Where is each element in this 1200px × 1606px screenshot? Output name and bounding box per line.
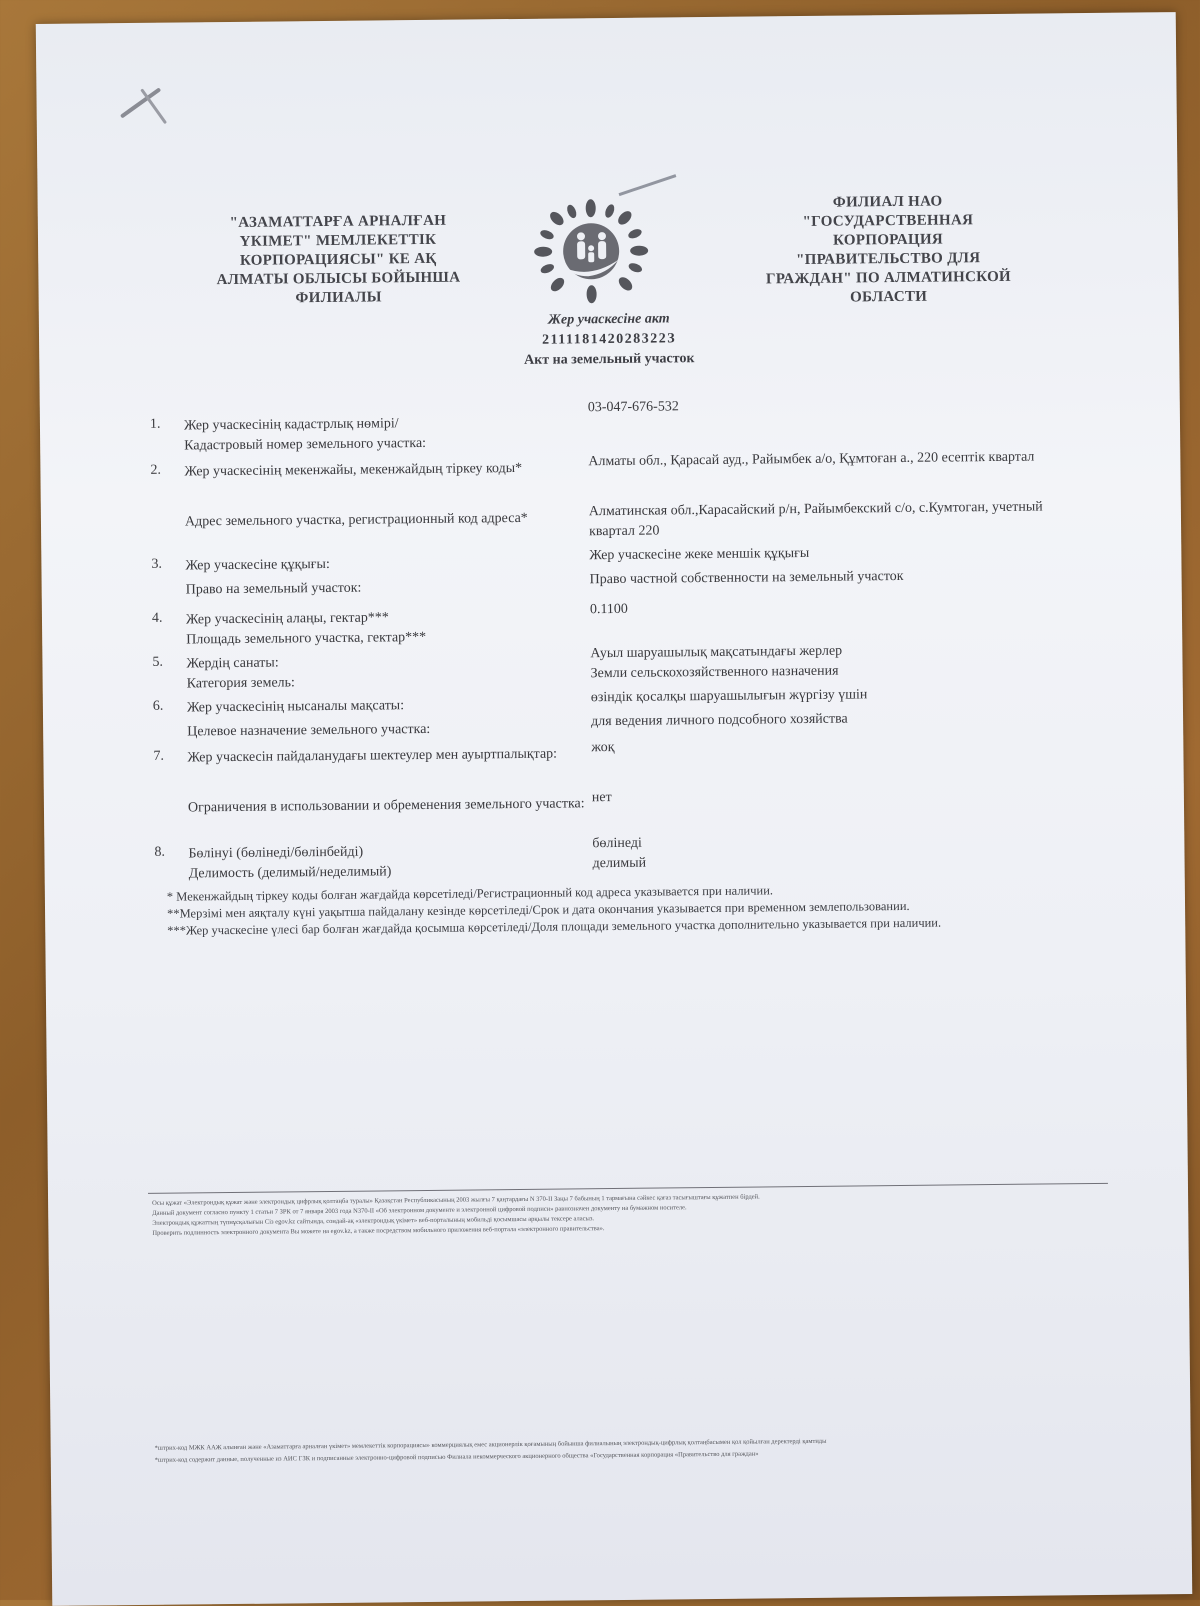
field-value: Алматы обл., Қарасай ауд., Райымбек а/о, Құмтоған а., 220 есептік квартал [588, 447, 1068, 472]
title-ru: Акт на земельный участок [459, 348, 759, 371]
field-value: для ведения личного подсобного хозяйства [591, 707, 1071, 732]
field-row [154, 775, 1094, 785]
footer-barcode-note [155, 1433, 1095, 1467]
title-kz: Жер учаскесіне акт [459, 308, 759, 331]
field-row [150, 393, 1090, 403]
document-title [459, 308, 760, 371]
header-line: АЛМАТЫ ОБЛЫСЫ БОЙЫНША [188, 268, 488, 290]
field-number: 4. [152, 611, 176, 627]
field-label: Жер учаскесінің кадастрлық нөмірі/ Кадастровый номер земельного участка: [184, 412, 594, 456]
footer-line: Осы құжат «Электрондық құжат және электрондық цифрлық қолтаңба туралы» Қазақстан Республикасының 2003 жылғы 7 қаңтардағы N 370-II Заңы 7 бабының 1 тармағына сәйкес қағаз тасығыштағы құжатпен бірдей. [152, 1189, 1092, 1209]
field-row [151, 489, 1091, 499]
footer-legal-text [152, 1189, 1092, 1239]
header-line: "ПРАВИТЕЛЬСТВО ДЛЯ [738, 249, 1038, 271]
field-label: Жер учаскесінің нысаналы мақсаты: [187, 694, 597, 718]
field-value: 03-047-676-532 [588, 393, 1068, 418]
field-number: 1. [150, 417, 174, 433]
footer-line: Проверить подлинность электронного документа Вы можете на egov.kz, а также посредством мобильного приложения веб-портала «электронного правительства». [152, 1219, 1092, 1239]
document-page [36, 12, 1193, 1606]
field-number: 8. [154, 845, 178, 861]
field-value: 0.1100 [590, 595, 1070, 620]
header-line: ФИЛИАЛЫ [189, 287, 489, 309]
field-label: Жер учаскесіне құқығы: [185, 552, 595, 576]
field-number: 2. [150, 463, 174, 479]
field-value: өзіндік қосалқы шаруашылығын жүргізу үшін [591, 683, 1071, 708]
field-value: Алматинская обл.,Карасайский р/н, Райымбекский с/о, с.Кумтоган, учетный квартал 220 [589, 497, 1069, 542]
field-value: жоқ [591, 733, 1071, 758]
pen-mark [619, 174, 677, 196]
field-label: Жердің санаты: Категория земель: [186, 650, 596, 694]
field-value: бөлінеді делимый [592, 829, 1072, 874]
field-label: Жер учаскесін пайдаланудағы шектеулер мен ауыртпалықтар: [187, 744, 597, 768]
field-value: Ауыл шаруашылық мақсатындағы жерлер Земли сельскохозяйственного назначения [590, 639, 1070, 684]
header-line: КОРПОРАЦИЯ [738, 230, 1038, 252]
fields-list [150, 393, 1090, 403]
field-label: Право на земельный участок: [186, 576, 596, 600]
header-left-kz [188, 211, 489, 309]
field-value: Жер учаскесіне жеке меншік құқығы [589, 541, 1069, 566]
header-line: КОРПОРАЦИЯСЫ" КЕ АҚ [188, 249, 488, 271]
footnotes [167, 879, 1087, 940]
header-line: "ГОСУДАРСТВЕННАЯ [738, 211, 1038, 233]
header-line: ФИЛИАЛ НАО [738, 192, 1038, 214]
field-label: Бөлінуі (бөлінеді/бөлінбейді) Делимость (делимый/неделимый) [188, 840, 598, 884]
field-label: Ограничения в использовании и обременения земельного участка: [188, 794, 598, 818]
field-label: Адрес земельного участка, регистрационный код адреса* [185, 508, 595, 532]
field-row [154, 821, 1094, 831]
header-line: ҮКІМЕТ" МЕМЛЕКЕТТІК [188, 230, 488, 252]
field-label: Целевое назначение земельного участка: [187, 718, 597, 742]
footer-line: *штрих-код содержит данные, полученные из АИС ГЗК и подписанные электронно-цифровой подписью Филиала некоммерческого акционерного общества «Государственная корпорация «Правительство для граждан» [155, 1445, 1095, 1467]
field-value: нет [592, 783, 1072, 808]
field-label: Жер учаскесінің алаңы, гектар*** Площадь земельного участка, гектар*** [186, 606, 596, 650]
field-number: 3. [151, 557, 175, 573]
header-line: "АЗАМАТТАРҒА АРНАЛҒАН [188, 211, 488, 233]
document-number: 211118142028322З [459, 328, 759, 351]
header-line: ГРАЖДАН" ПО АЛМАТИНСКОЙ [738, 268, 1038, 290]
sun-family-logo-icon [526, 196, 657, 307]
footnote: * Мекенжайдың тіркеу коды болған жағдайда көрсетіледі/Регистрационный код адреса указывается при наличии. [167, 879, 1087, 906]
footer-line: Электрондық құжаттың түпнұсқалығын Сіз egov.kz сайтында, сондай-ақ «электрондық үкімет» веб-порталының мобильді қосымшасы арқылы тексере аласыз. [152, 1209, 1092, 1229]
footer-line: *штрих-код МЖК ААЖ алынған және «Азаматтарға арналған үкімет» мемлекеттік корпорациясы» коммерциялық емес акционерлік қоғамының бойынша филиалының электрондық-цифрлық қолтаңбасымен қол қойылған деректерді қамтиды [155, 1433, 1095, 1455]
field-label: Жер учаскесінің мекенжайы, мекенжайдың тіркеу коды* [184, 458, 594, 482]
header-right-ru [738, 192, 1039, 309]
footnote: ***Жер учаскесіне үлесі бар болған жағдайда қосымша көрсетіледі/Доля площади земельного участка дополнительно указывается при наличии. [167, 913, 1087, 940]
header-line: ОБЛАСТИ [739, 287, 1039, 309]
field-value: Право частной собственности на земельный участок [589, 565, 1069, 590]
footnote: **Мерзімі мен аяқталу күні уақытша пайдалану кезінде көрсетіледі/Срок и дата окончания указывается при временном землепользовании. [167, 896, 1087, 923]
field-number: 7. [153, 749, 177, 765]
field-number: 6. [153, 699, 177, 715]
field-number: 5. [152, 655, 176, 671]
footer-line: Данный документ согласно пункту 1 статьи 7 ЗРК от 7 января 2003 года N370-II «Об электронном документе и электронной цифровой подписи» равнозначен документу на бумажном носителе. [152, 1199, 1092, 1219]
